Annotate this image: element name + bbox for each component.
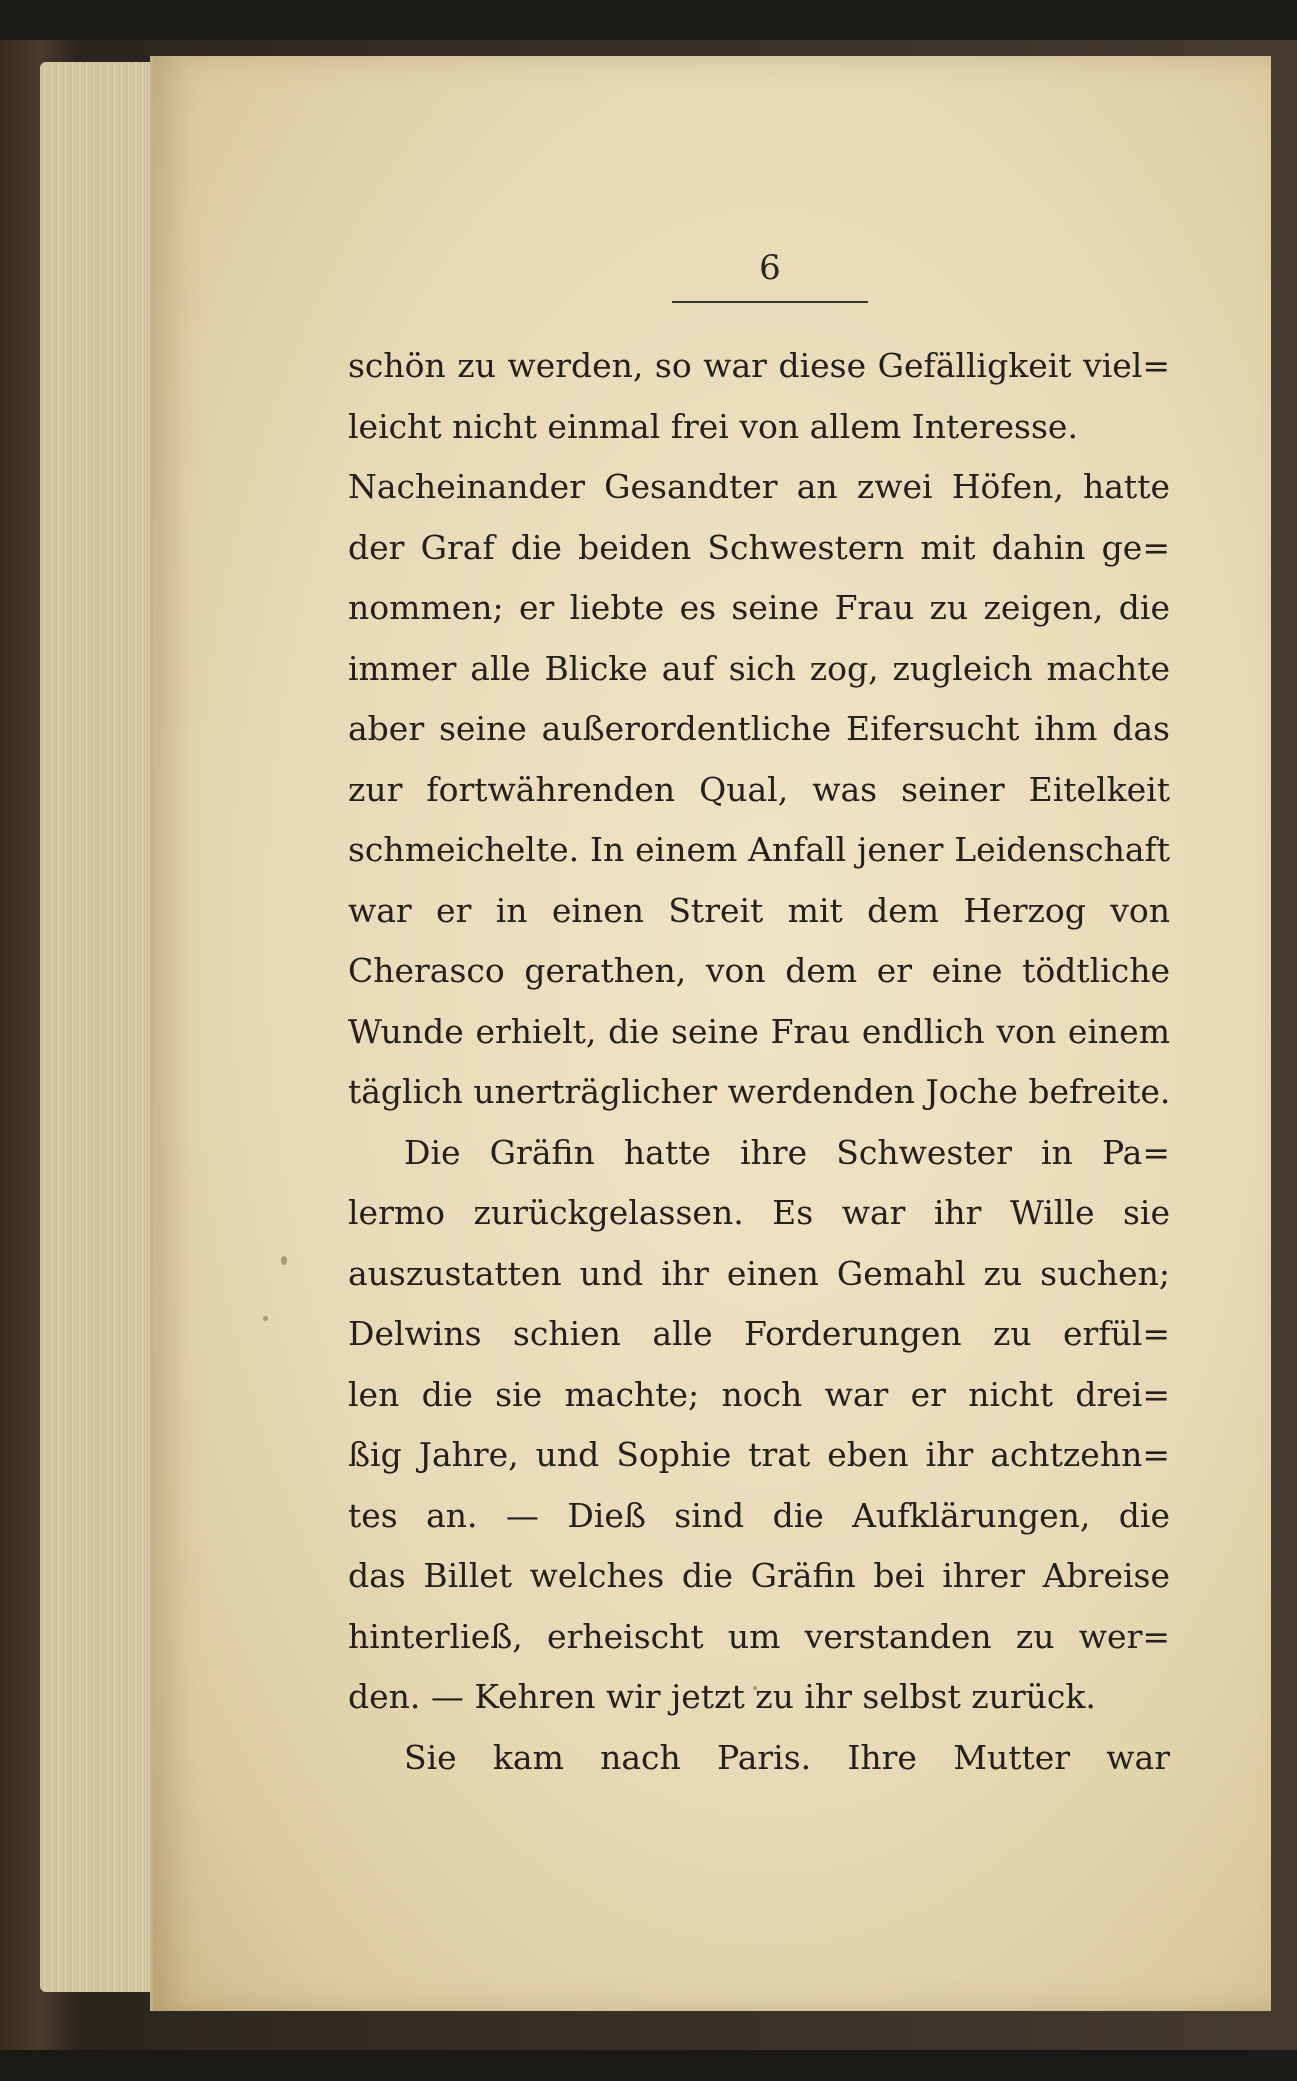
text-line: schmeichelte. In einem Anfall jener Leidenschaft — [348, 830, 1170, 869]
text-line: tes an. — Dieß sind die Aufklärungen, die — [348, 1495, 1170, 1535]
body-text — [348, 336, 1170, 1788]
paper-fleck — [263, 1316, 268, 1321]
text-line: auszustatten und ihr einen Gemahl zu suchen; — [348, 1253, 1170, 1293]
text-line: schön zu werden, so war diese Gefälligkeit viel= — [348, 346, 1170, 385]
text-line: Delwins schien alle Forderungen zu erfül= — [348, 1314, 1170, 1353]
text-line: Cherasco gerathen, von dem er eine tödtliche — [348, 951, 1170, 990]
text-line: ßig Jahre, und Sophie trat eben ihr achtzehn= — [348, 1435, 1170, 1474]
paper-fleck — [281, 1256, 287, 1265]
page-number: 6 — [759, 248, 781, 288]
page-header — [672, 248, 868, 308]
header-rule — [672, 301, 868, 303]
text-line: Die Gräfin hatte ihre Schwester in Pa= — [404, 1132, 1170, 1172]
text-line: täglich unerträglicher werdenden Joche befreite. — [348, 1072, 1171, 1111]
text-line: lermo zurückgelassen. Es war ihr Wille sie — [348, 1193, 1170, 1232]
text-line: immer alle Blicke auf sich zog, zugleich machte — [348, 648, 1170, 688]
text-line: Nacheinander Gesandter an zwei Höfen, hatte — [348, 467, 1170, 506]
text-line: den. — Kehren wir jetzt zu ihr selbst zurück. — [348, 1677, 1096, 1716]
text-line: nommen; er liebte es seine Frau zu zeigen, die — [348, 588, 1170, 627]
text-line: Wunde erhielt, die seine Frau endlich von einem — [348, 1011, 1170, 1051]
text-line: leicht nicht einmal frei von allem Interesse. — [348, 406, 1078, 446]
text-line: hinterließ, erheischt um verstanden zu wer= — [348, 1616, 1170, 1656]
text-line: der Graf die beiden Schwestern mit dahin ge= — [348, 527, 1170, 567]
text-line: Sie kam nach Paris. Ihre Mutter war — [404, 1737, 1170, 1777]
text-line: war er in einen Streit mit dem Herzog von — [348, 890, 1170, 930]
text-line: aber seine außerordentliche Eifersucht ihm das — [348, 709, 1170, 748]
text-line: len die sie machte; noch war er nicht drei= — [348, 1374, 1170, 1414]
text-line: zur fortwährenden Qual, was seiner Eitelkeit — [348, 769, 1170, 809]
text-line: das Billet welches die Gräfin bei ihrer Abreise — [348, 1556, 1170, 1595]
